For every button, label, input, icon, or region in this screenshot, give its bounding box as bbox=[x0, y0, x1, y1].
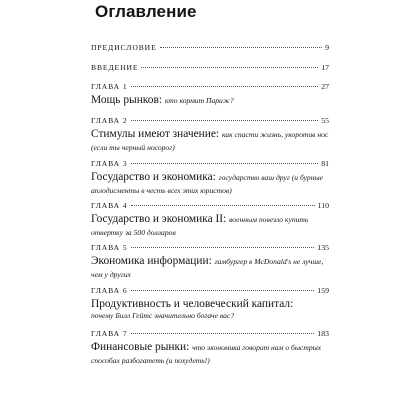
chapter-label: ГЛАВА 3 bbox=[91, 159, 128, 168]
page-title: Оглавление bbox=[95, 2, 197, 21]
toc-row bbox=[91, 242, 329, 254]
toc-row bbox=[91, 158, 329, 170]
dot-leader bbox=[160, 46, 322, 48]
section-label: ПРЕДИСЛОВИЕ bbox=[91, 43, 157, 52]
page-number: 27 bbox=[321, 82, 329, 91]
dot-leader bbox=[131, 204, 315, 206]
chapter-title-block bbox=[91, 128, 329, 153]
toc-row bbox=[91, 62, 329, 74]
toc-entry-chapter-7[interactable] bbox=[91, 328, 329, 366]
chapter-label: ГЛАВА 5 bbox=[91, 243, 128, 252]
chapter-title: Мощь рынков: bbox=[91, 94, 165, 106]
dot-leader bbox=[141, 66, 318, 68]
chapter-subtitle: кто кормит Париж? bbox=[164, 96, 234, 105]
chapter-title: Стимулы имеют значение: bbox=[91, 128, 222, 140]
chapter-subtitle: гамбургер в McDonald's не лучше, чем у других bbox=[91, 257, 324, 279]
toc-row bbox=[91, 200, 329, 212]
chapter-title: Государство и экономика: bbox=[91, 171, 219, 183]
page-number: 110 bbox=[317, 201, 329, 210]
page-number: 17 bbox=[321, 63, 329, 72]
chapter-title-block bbox=[91, 213, 329, 238]
toc-entry-chapter-6[interactable] bbox=[91, 285, 329, 321]
chapter-title-block bbox=[91, 341, 329, 366]
chapter-subtitle: военным повезло купить отвертку за 500 долларов bbox=[91, 215, 309, 237]
chapter-label: ГЛАВА 2 bbox=[91, 116, 128, 125]
chapter-title-block bbox=[91, 255, 329, 280]
dot-leader bbox=[131, 162, 319, 164]
toc-entry-introduction[interactable] bbox=[91, 62, 329, 74]
toc-entry-chapter-4[interactable] bbox=[91, 200, 329, 238]
chapter-label: ГЛАВА 7 bbox=[91, 329, 128, 338]
chapter-subtitle: как спасти жизнь, укоротив нос (если ты черный носорог) bbox=[91, 130, 329, 152]
dot-leader bbox=[131, 332, 315, 334]
page-number: 183 bbox=[317, 329, 329, 338]
chapter-subtitle: государство ваш друг (и бурные аплодисменты в честь всех этих юристов) bbox=[91, 173, 324, 195]
chapter-title: Государство и экономика II: bbox=[91, 213, 230, 225]
toc-row bbox=[91, 81, 329, 93]
chapter-subtitle: что экономика говорит нам о быстрых способах разбогатеть (и похудеть!) bbox=[91, 343, 322, 365]
page-number: 135 bbox=[317, 243, 329, 252]
chapter-title-block bbox=[91, 298, 329, 321]
section-label: ВВЕДЕНИЕ bbox=[91, 63, 139, 72]
dot-leader bbox=[131, 119, 319, 121]
chapter-label: ГЛАВА 6 bbox=[91, 286, 128, 295]
toc-entry-chapter-1[interactable] bbox=[91, 81, 329, 107]
chapter-title: Продуктивность и человеческий капитал: bbox=[91, 298, 294, 310]
chapter-label: ГЛАВА 4 bbox=[91, 201, 128, 210]
chapter-subtitle: почему Билл Гейтс значительно богаче вас? bbox=[91, 311, 235, 320]
dot-leader bbox=[131, 85, 319, 87]
toc-row bbox=[91, 115, 329, 127]
chapter-title-block bbox=[91, 94, 329, 107]
toc-row bbox=[91, 328, 329, 340]
toc-row bbox=[91, 42, 329, 54]
chapter-title: Экономика информации: bbox=[91, 255, 215, 267]
chapter-title: Финансовые рынки: bbox=[91, 341, 193, 353]
page-number: 159 bbox=[317, 286, 329, 295]
toc-row bbox=[91, 285, 329, 297]
toc-entry-preface[interactable] bbox=[91, 42, 329, 54]
toc-entry-chapter-2[interactable] bbox=[91, 115, 329, 153]
toc-entry-chapter-3[interactable] bbox=[91, 158, 329, 196]
page-number: 81 bbox=[321, 159, 329, 168]
toc-entry-chapter-5[interactable] bbox=[91, 242, 329, 280]
chapter-label: ГЛАВА 1 bbox=[91, 82, 128, 91]
dot-leader bbox=[131, 246, 315, 248]
page-number: 9 bbox=[325, 43, 329, 52]
chapter-title-block bbox=[91, 171, 329, 196]
dot-leader bbox=[131, 289, 315, 291]
page-number: 55 bbox=[321, 116, 329, 125]
